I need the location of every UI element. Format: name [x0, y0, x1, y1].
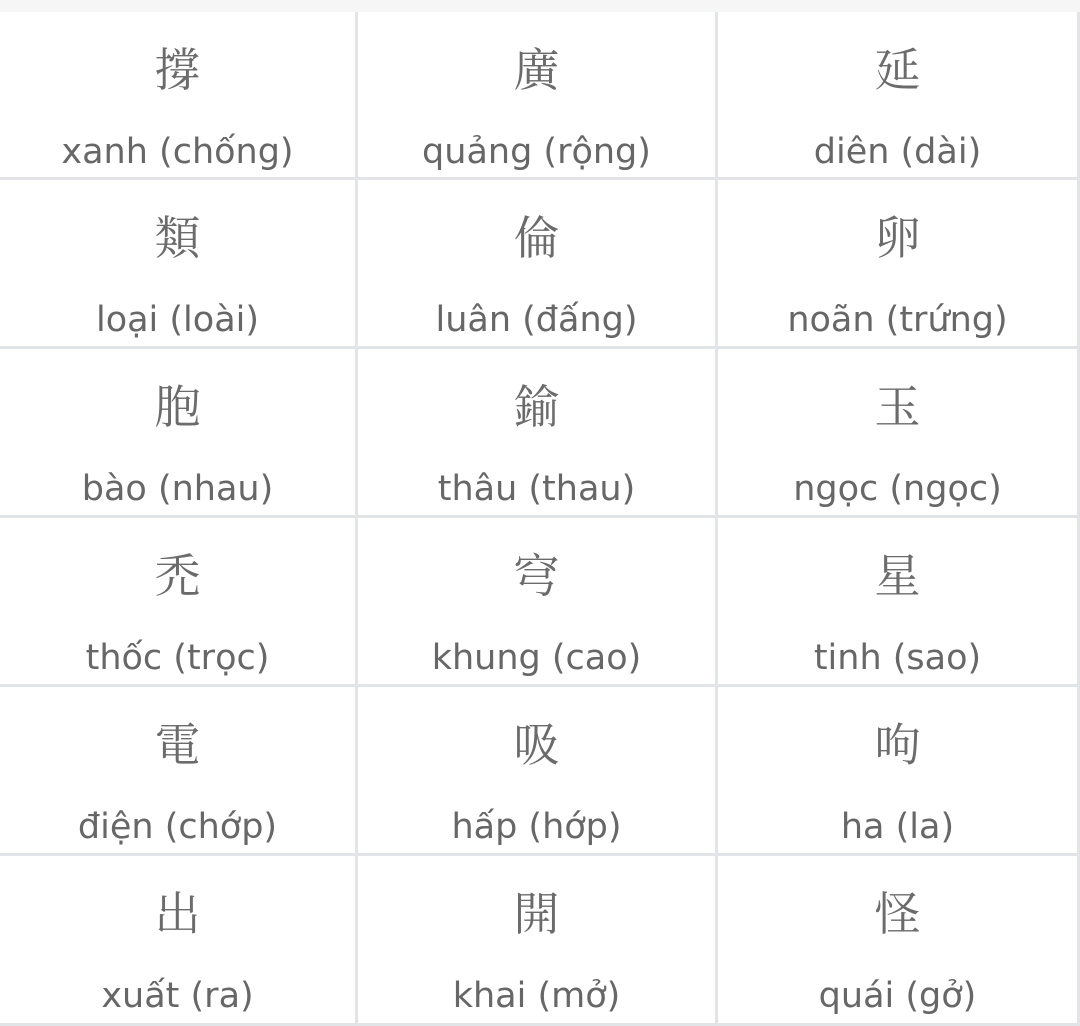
table-cell [718, 12, 1080, 180]
han-character: 類 [154, 211, 201, 265]
han-character: 電 [154, 718, 201, 772]
reading-text: ngọc (ngọc) [793, 469, 1002, 509]
han-character: 開 [513, 887, 560, 941]
reading-text: noãn (trứng) [787, 300, 1008, 340]
han-character: 星 [874, 549, 921, 603]
han-character: 穹 [513, 549, 560, 603]
vocabulary-table [0, 12, 1080, 1026]
han-character: 廣 [513, 43, 560, 97]
reading-text: diên (dài) [813, 132, 982, 172]
reading-text: xanh (chống) [61, 132, 294, 172]
reading-text: ha (la) [840, 807, 955, 847]
table-cell [358, 349, 718, 518]
han-character: 吸 [513, 718, 560, 772]
table-cell [358, 856, 718, 1026]
han-character: 倫 [513, 211, 560, 265]
reading-text: quái (gở) [818, 976, 977, 1016]
reading-text: thâu (thau) [437, 469, 636, 509]
table-cell [718, 180, 1080, 349]
table-cell [718, 856, 1080, 1026]
table-cell [718, 687, 1080, 856]
table-cell [0, 349, 358, 518]
reading-text: xuất (ra) [101, 976, 254, 1016]
table-cell [358, 687, 718, 856]
han-character: 玉 [874, 380, 921, 434]
reading-text: luân (đấng) [435, 300, 638, 340]
han-character: 卵 [874, 211, 921, 265]
reading-text: loại (loài) [95, 300, 260, 340]
table-cell [358, 518, 718, 687]
han-character: 怪 [874, 887, 921, 941]
reading-text: khai (mở) [452, 976, 621, 1016]
top-strip [0, 0, 1080, 12]
table-cell [0, 856, 358, 1026]
reading-text: điện (chớp) [77, 807, 278, 847]
reading-text: khung (cao) [431, 638, 642, 678]
han-character: 胞 [154, 380, 201, 434]
reading-text: quảng (rộng) [422, 132, 651, 172]
table-cell [0, 518, 358, 687]
reading-text: bào (nhau) [81, 469, 274, 509]
table-cell [0, 12, 358, 180]
table-cell [358, 12, 718, 180]
han-character: 撐 [154, 43, 201, 97]
han-character: 呴 [874, 718, 921, 772]
table-cell [0, 687, 358, 856]
han-character: 延 [874, 43, 921, 97]
han-character: 鍮 [513, 380, 560, 434]
reading-text: thốc (trọc) [85, 638, 270, 678]
table-cell [358, 180, 718, 349]
table-cell [718, 349, 1080, 518]
reading-text: tinh (sao) [813, 638, 982, 678]
han-character: 出 [154, 887, 201, 941]
han-character: 禿 [154, 549, 201, 603]
table-cell [718, 518, 1080, 687]
reading-text: hấp (hớp) [451, 807, 622, 847]
table-cell [0, 180, 358, 349]
